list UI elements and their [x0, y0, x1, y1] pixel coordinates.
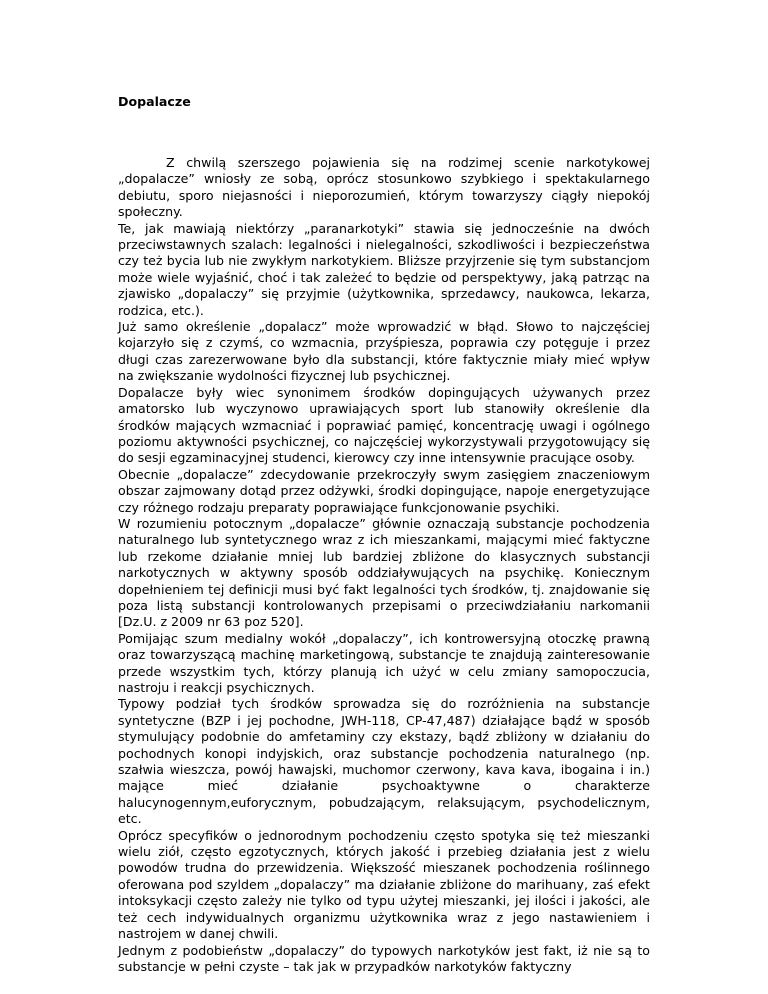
- paragraph: Typowy podział tych środków sprowadza się do rozróżnienia na substancje syntetyczne (BZP i jej pochodne, JWH-118, CP-47,487) działające bądź w sposób stymulujący podobnie do amfetaminy czy ekstazy, bądź zbliżony w działaniu do pochodnych konopi indyjskich, oraz substancje pochodzenia naturalnego (np. szałwia wieszcza, powój hawajski, muchomor czerwony, kava kava, ibogaina i in.) mające mieć działanie psychoaktywne o charakterze halucynogennym,euforycznym, pobudzającym, relaksującym, psychodelicznym, etc.: [118, 696, 650, 827]
- paragraph: Dopalacze były wiec synonimem środków dopingujących używanych przez amatorsko lub wyczynowo uprawiających sport lub stanowiły określenie dla środków mających wzmacniać i poprawiać pamięć, koncentrację uwagi i ogólnego poziomu aktywności psychicznej, co najczęściej wykorzystywali przygotowujący się do sesji egzaminacyjnej studenci, kierowcy czy inne intensywnie pracujące osoby.: [118, 384, 650, 466]
- paragraph: Te, jak mawiają niektórzy „paranarkotyki” stawia się jednocześnie na dwóch przeciwstawnych szalach: legalności i nielegalności, szkodliwości i bezpieczeństwa czy też bycia lub nie zwykłym narkotykiem. Bliższe przyjrzenie się tym substancjom może wiele wyjaśnić, choć i tak zależeć to będzie od perspektywy, jaką patrząc na zjawisko „dopalaczy” się przyjmie (użytkownika, sprzedawcy, naukowca, lekarza, rodzica, etc.).: [118, 220, 650, 318]
- paragraph: Oprócz specyfików o jednorodnym pochodzeniu często spotyka się też mieszanki wielu ziół, często egzotycznych, których jakość i przebieg działania jest z wielu powodów trudna do przewidzenia. Większość mieszanek pochodzenia roślinnego oferowana pod szyldem „dopalaczy” ma działanie zbliżone do marihuany, zaś efekt intoksykacji często zależy nie tylko od typu użytej mieszanki, jej ilości i jakości, ale też cech indywidualnych organizmu użytkownika wraz z jego nastawieniem i nastrojem w danej chwili.: [118, 827, 650, 942]
- paragraph: Pomijając szum medialny wokół „dopalaczy”, ich kontrowersyjną otoczkę prawną oraz towarzyszącą machinę marketingową, substancje te znajdują zainteresowanie przede wszystkim tych, którzy planują ich użyć w celu zmiany samopoczucia, nastroju i reakcji psychicznych.: [118, 630, 650, 695]
- paragraph: Jednym z podobieństw „dopalaczy” do typowych narkotyków jest fakt, iż nie są to substancje w pełni czyste – tak jak w przypadków narkotyków faktyczny: [118, 942, 650, 974]
- document-title: Dopalacze: [118, 94, 191, 109]
- document-body: [118, 155, 650, 975]
- paragraph: Już samo określenie „dopalacz” może wprowadzić w błąd. Słowo to najczęściej kojarzyło się z czymś, co wzmacnia, przyśpiesza, poprawia czy potęguje i przez długi czas zarezerwowane było dla substancji, które faktycznie miały mieć wpływ na zwiększanie wydolności fizycznej lub psychicznej.: [118, 319, 650, 384]
- paragraph: W rozumieniu potocznym „dopalacze” głównie oznaczają substancje pochodzenia naturalnego lub syntetycznego wraz z ich mieszankami, mającymi mieć faktyczne lub rzekome działanie mniej lub bardziej zbliżone do klasycznych substancji narkotycznych w aktywny sposób oddziaływujących na psychikę. Koniecznym dopełnieniem tej definicji musi być fakt legalności tych środków, tj. znajdowanie się poza listą substancji kontrolowanych przepisami o przeciwdziałaniu narkomanii [Dz.U. z 2009 nr 63 poz 520].: [118, 515, 650, 630]
- paragraph: Z chwilą szerszego pojawienia się na rodzimej scenie narkotykowej „dopalacze” wniosły ze sobą, oprócz stosunkowo szybkiego i spektakularnego debiutu, sporo niejasności i nieporozumień, którym towarzyszy ciągły niepokój społeczny.: [118, 155, 650, 220]
- paragraph: Obecnie „dopalacze” zdecydowanie przekroczyły swym zasięgiem znaczeniowym obszar zajmowany dotąd przez odżywki, środki dopingujące, napoje energetyzujące czy różnego rodzaju preparaty poprawiające funkcjonowanie psychiki.: [118, 466, 650, 515]
